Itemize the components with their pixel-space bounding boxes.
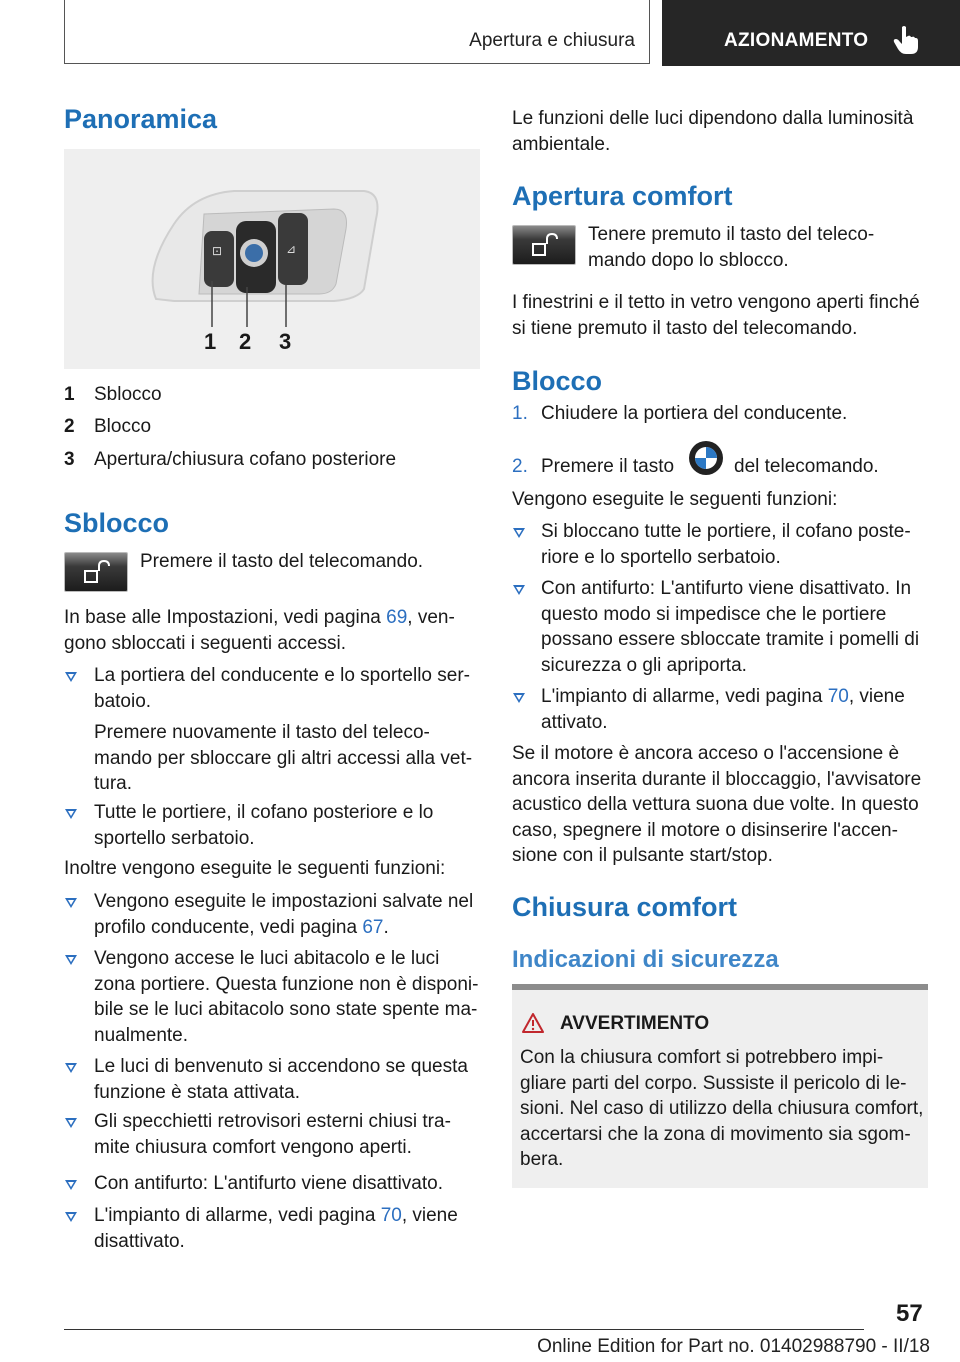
paragraph: In base alle Impostazioni, vedi pagina 69, ven- gono sbloccati i seguenti accessi. [64,607,455,654]
bullet-text: Tutte le portiere, il cofano posteriore e lo sportello serbatoio. [94,802,434,849]
bullet-triangle-icon [513,693,525,703]
bullet-triangle-icon [513,528,525,538]
paragraph: I finestrini e il tetto in vetro vengono aperti finché si tiene premuto il tasto del telecomando. [512,292,920,339]
warning-triangle-icon [521,1012,545,1034]
bullet-triangle-icon [65,1118,77,1128]
bullet-text: Gli specchietti retrovisori esterni chiusi tra- mite chiusura comfort vengono aperti. [94,1111,451,1158]
bullet-text: La portiera del conducente e lo sportello ser- batoio. [94,665,471,712]
key-fob-illustration [64,149,480,369]
legend-text: Apertura/chiusura cofano posteriore [94,449,397,470]
unlock-icon-caption: Premere il tasto del telecomando. [140,551,424,572]
warning-title: AVVERTIMENTO [560,1013,710,1034]
comfort-icon-caption: Tenere premuto il tasto del teleco- mando dopo lo sblocco. [588,224,875,271]
bullet-triangle-icon [65,1212,77,1222]
key-fob-image [64,149,480,369]
page-link-70[interactable]: 70 [380,1205,402,1226]
paragraph: Se il motore è ancora acceso o l'accensione è ancora inserita durante il bloccaggio, l'avvisatore acustico della vettura suona due volte. In questo caso, spegnere il motore o disinserire l'accen- sione con il pulsante start/stop. [512,743,922,866]
svg-text:⊿: ⊿ [286,242,297,256]
paragraph: Vengono eseguite le seguenti funzioni: [512,489,838,510]
step-text-pre: Premere il tasto [541,456,675,477]
bullet-subtext: Premere nuovamente il tasto del teleco- mando per sbloccare gli altri accessi alla vet- tura. [94,722,473,794]
page-number: 57 [896,1300,923,1327]
page-link-70[interactable]: 70 [827,686,849,707]
svg-text:⊡: ⊡ [212,244,223,258]
page-link-69[interactable]: 69 [386,607,408,628]
heading-comfort-close: Chiusura comfort [512,892,738,922]
hand-pointer-icon [893,25,919,55]
image-label-2: 2 [239,329,252,354]
bullet-text: L'impianto di allarme, vedi pagina 70, viene disattivato. [94,1205,458,1252]
footer-divider [64,1329,864,1330]
bullet-triangle-icon [65,898,77,908]
bullet-triangle-icon [65,1063,77,1073]
heading-overview: Panoramica [64,104,218,134]
heading-safety: Indicazioni di sicurezza [512,946,779,973]
unlock-button-icon [64,552,128,592]
bullet-triangle-icon [65,672,77,682]
image-label-1: 1 [204,329,217,354]
header-section-title: Apertura e chiusura [469,30,635,51]
legend-number: 3 [64,449,75,470]
bullet-text: Vengono eseguite le impostazioni salvate nel profilo conducente, vedi pagina 67. [94,891,474,938]
bullet-text: Con antifurto: L'antifurto viene disattivato. In questo modo si impedisce che le portiere possano essere sbloccate tramite i pomelli di sicurezza o gli apriporta. [541,578,920,676]
heading-unlock: Sblocco [64,508,170,538]
bullet-text: Le luci di benvenuto si accendono se questa funzione è stata attivata. [94,1056,468,1103]
footer-edition: Online Edition for Part no. 01402988790 - II/18 [537,1336,930,1357]
bullet-text: Si bloccano tutte le portiere, il cofano poste- riore e lo sportello serbatoio. [541,521,911,568]
bullet-text: Con antifurto: L'antifurto viene disattivato. [94,1173,443,1194]
legend-text: Sblocco [94,384,162,405]
bullet-triangle-icon [65,955,77,965]
step-text-post: del telecomando. [734,456,879,477]
legend-number: 1 [64,384,75,405]
legend-number: 2 [64,416,75,437]
bullet-triangle-icon [65,1180,77,1190]
bullet-text: L'impianto di allarme, vedi pagina 70, viene attivato. [541,686,905,733]
unlock-button-icon [512,225,576,265]
bullet-triangle-icon [513,585,525,595]
paragraph: Le funzioni delle luci dipendono dalla luminosità ambientale. [512,108,914,155]
step-number: 2. [512,456,528,477]
legend-text: Blocco [94,416,152,437]
paragraph: Inoltre vengono eseguite le seguenti funzioni: [64,858,446,879]
page-link-67[interactable]: 67 [362,916,384,938]
step-number: 1. [512,403,528,424]
bmw-logo-icon [688,440,724,476]
warning-text: Con la chiusura comfort si potrebbero impi- gliare parti del corpo. Sussiste il pericolo di le- sioni. Nel caso di utilizzo della chiusura comfort, accertarsi che la zona di movimento sia sgom- bera. [520,1047,924,1170]
image-label-3: 3 [279,329,292,354]
header-chapter-title: AZIONAMENTO [724,30,869,51]
bullet-text: Vengono accese le luci abitacolo e le luci zona portiere. Questa funzione non è disponi- bile se le luci abitacolo sono state spente ma- nualmente. [94,948,479,1046]
bullet-triangle-icon [65,809,77,819]
heading-comfort-open: Apertura comfort [512,181,733,211]
step-text: Chiudere la portiera del conducente. [541,403,848,424]
heading-lock: Blocco [512,366,603,396]
